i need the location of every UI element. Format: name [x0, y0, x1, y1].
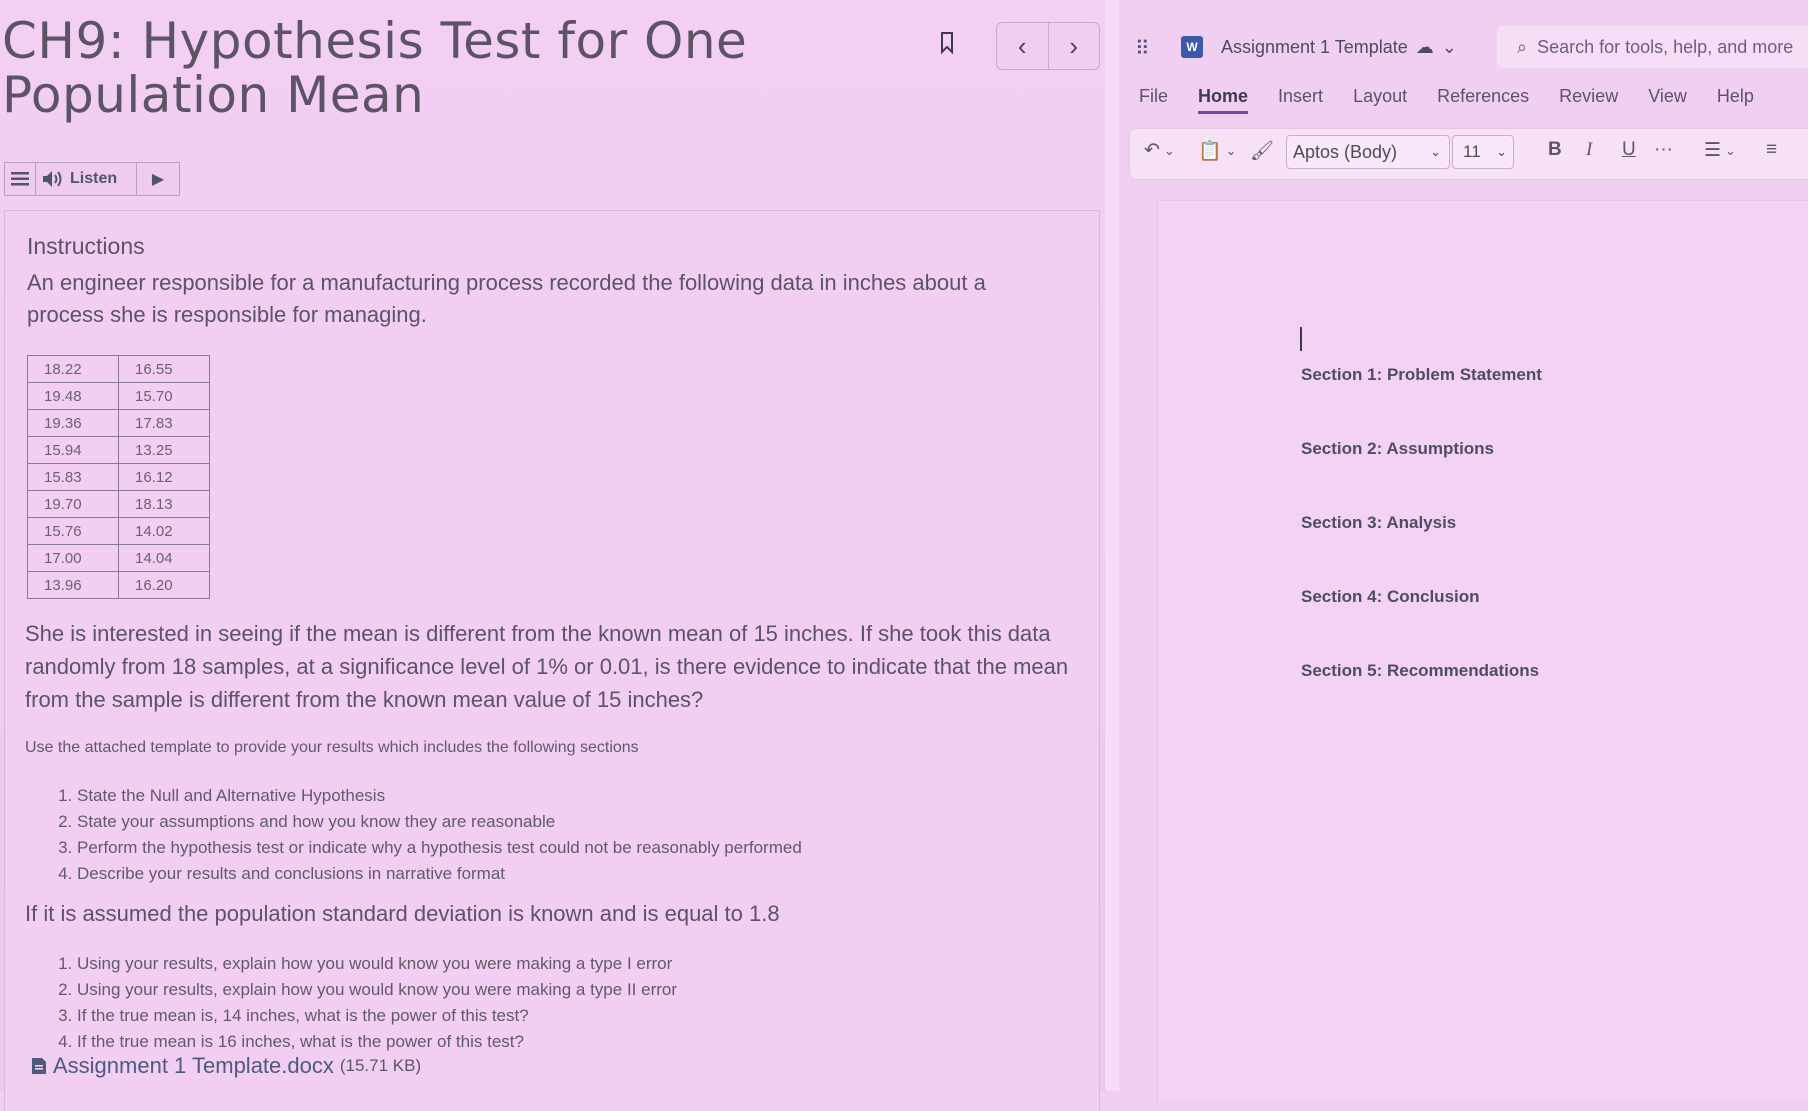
font-name-value: Aptos (Body): [1293, 141, 1398, 162]
table-row: [28, 356, 210, 383]
tab-view[interactable]: View: [1648, 86, 1687, 106]
list-item: 2. State your assumptions and how you know they are reasonable: [77, 809, 802, 835]
paste-button[interactable]: [1198, 139, 1237, 163]
home-ribbon: [1129, 128, 1808, 180]
template-note: Use the attached template to provide your results which includes the following sections: [25, 739, 639, 756]
table-cell: 16.55: [119, 356, 210, 383]
table-row: [28, 383, 210, 410]
more-options-button[interactable]: [1654, 139, 1673, 161]
previous-button[interactable]: [997, 23, 1049, 69]
table-cell: 19.36: [28, 410, 119, 437]
chevron-left-icon: ‹: [1017, 30, 1027, 61]
list-item: 3. Perform the hypothesis test or indicate why a hypothesis test could not be reasonably performed: [77, 835, 802, 861]
listen-button[interactable]: [36, 170, 123, 188]
underline-button[interactable]: [1622, 139, 1636, 161]
search-icon: ⌕: [1517, 36, 1528, 57]
chevron-down-icon: ⌄: [1725, 142, 1736, 158]
table-row: [28, 464, 210, 491]
table-row: [28, 572, 210, 599]
tab-insert[interactable]: Insert: [1278, 86, 1324, 106]
ribbon-tabs: [1139, 86, 1754, 114]
align-button[interactable]: [1766, 139, 1777, 161]
more-icon: ···: [1654, 139, 1673, 160]
table-cell: 15.83: [28, 464, 119, 491]
play-button[interactable]: [136, 163, 179, 195]
word-title-bar: [1119, 0, 1808, 92]
table-row: [28, 518, 210, 545]
table-cell: 18.22: [28, 356, 119, 383]
undo-button[interactable]: [1144, 139, 1175, 162]
table-cell: 13.25: [119, 437, 210, 464]
cloud-sync-icon: ☁: [1415, 37, 1434, 57]
brush-icon: 🖌: [1250, 141, 1275, 162]
bookmark-icon[interactable]: [940, 32, 954, 54]
speaker-icon: [42, 170, 64, 188]
chevron-down-icon: ⌄: [1225, 143, 1237, 158]
document-page[interactable]: [1157, 200, 1808, 1101]
listen-bar: [4, 162, 180, 196]
instructions-card: [4, 210, 1100, 1111]
table-cell: 15.94: [28, 437, 119, 464]
table-cell: 14.02: [119, 518, 210, 545]
section-heading: Section 3: Analysis: [1301, 513, 1457, 532]
tab-layout[interactable]: Layout: [1353, 86, 1408, 106]
text-cursor: [1300, 327, 1302, 351]
undo-icon: ↶: [1144, 140, 1160, 161]
document-title-text: Assignment 1 Template: [1221, 37, 1408, 57]
clipboard-icon: 📋: [1198, 141, 1222, 162]
table-cell: 14.04: [119, 545, 210, 572]
chevron-down-icon: ⌄: [1441, 37, 1457, 57]
word-logo-icon: W: [1181, 36, 1203, 58]
attachment-link[interactable]: [31, 1053, 421, 1079]
questions-list: [53, 951, 677, 1055]
table-cell: 19.70: [28, 491, 119, 518]
list-item: 2. Using your results, explain how you would know you were making a type II error: [77, 977, 677, 1003]
next-button[interactable]: [1049, 23, 1100, 69]
nav-buttons: [996, 22, 1100, 70]
bullet-list-icon: ☰: [1704, 140, 1722, 161]
chevron-right-icon: ›: [1069, 30, 1079, 61]
italic-icon: I: [1586, 139, 1593, 160]
font-size-select[interactable]: [1452, 135, 1514, 169]
table-cell: 13.96: [28, 572, 119, 599]
play-icon: ▶: [151, 171, 165, 188]
attachment-size: (15.71 KB): [339, 1056, 422, 1075]
list-item: 1. State the Null and Alternative Hypothesis: [77, 783, 802, 809]
document-icon: [31, 1057, 47, 1075]
font-size-value: 11: [1463, 142, 1481, 161]
app-launcher-icon[interactable]: ⠿: [1135, 38, 1150, 60]
table-cell: 15.70: [119, 383, 210, 410]
list-item: 4. If the true mean is 16 inches, what is the power of this test?: [77, 1029, 677, 1055]
underline-icon: U: [1622, 139, 1636, 160]
attachment-name[interactable]: Assignment 1 Template.docx: [53, 1053, 334, 1078]
italic-button[interactable]: [1586, 139, 1592, 161]
section-heading: Section 1: Problem Statement: [1301, 365, 1542, 384]
table-row: [28, 437, 210, 464]
table-row: [28, 545, 210, 572]
font-name-select[interactable]: [1286, 135, 1450, 169]
chevron-down-icon: ⌄: [1430, 144, 1441, 159]
table-cell: 16.20: [119, 572, 210, 599]
table-cell: 18.13: [119, 491, 210, 518]
search-placeholder: Search for tools, help, and more: [1537, 36, 1794, 57]
table-cell: 19.48: [28, 383, 119, 410]
tab-help[interactable]: Help: [1716, 86, 1754, 106]
intro-text: An engineer responsible for a manufacturing process recorded the following data in inches about a process she is responsible for managing.: [27, 270, 986, 327]
bold-button[interactable]: [1548, 139, 1562, 161]
format-painter-button[interactable]: [1250, 139, 1274, 163]
known-sd-text: If it is assumed the population standard deviation is known and is equal to 1.8: [25, 901, 780, 926]
bold-icon: B: [1548, 139, 1562, 160]
tab-review[interactable]: Review: [1559, 86, 1619, 106]
hamburger-icon: [11, 172, 29, 186]
question-text: She is interested in seeing if the mean is different from the known mean of 15 inches. If she took this data randomly from 18 samples, at a significance level of 1% or 0.01, is there evidence to indicate that the mean from the sample is different from the known mean value of 15 inches?: [25, 621, 1069, 712]
page-title: CH9: Hypothesis Test for One Population Mean: [2, 12, 748, 124]
table-cell: 15.76: [28, 518, 119, 545]
chevron-down-icon: ⌄: [1496, 144, 1507, 159]
tab-file[interactable]: File: [1139, 86, 1169, 106]
align-icon: ≡: [1766, 139, 1778, 160]
table-row: [28, 491, 210, 518]
section-heading: Section 5: Recommendations: [1301, 661, 1540, 680]
bullets-button[interactable]: [1704, 139, 1736, 162]
listen-menu-button[interactable]: [5, 163, 36, 195]
panel-divider[interactable]: [1105, 0, 1119, 1091]
table-cell: 16.12: [119, 464, 210, 491]
table-row: [28, 410, 210, 437]
section-heading: Section 2: Assumptions: [1301, 439, 1495, 458]
table-cell: 17.00: [28, 545, 119, 572]
list-item: 3. If the true mean is, 14 inches, what is the power of this test?: [77, 1003, 677, 1029]
listen-label: Listen: [70, 170, 118, 187]
chevron-down-icon: ⌄: [1163, 142, 1175, 158]
word-panel: [1119, 0, 1808, 1091]
list-item: 4. Describe your results and conclusions in narrative format: [77, 861, 802, 887]
search-box[interactable]: [1497, 26, 1808, 68]
section-heading: Section 4: Conclusion: [1301, 587, 1480, 606]
steps-list: [53, 783, 802, 887]
data-table: [27, 355, 210, 599]
list-item: 1. Using your results, explain how you would know you were making a type I error: [77, 951, 677, 977]
document-title[interactable]: [1221, 37, 1457, 58]
table-cell: 17.83: [119, 410, 210, 437]
tab-references[interactable]: References: [1437, 86, 1530, 106]
tab-home[interactable]: Home: [1198, 86, 1248, 114]
instructions-heading: Instructions: [27, 233, 145, 259]
